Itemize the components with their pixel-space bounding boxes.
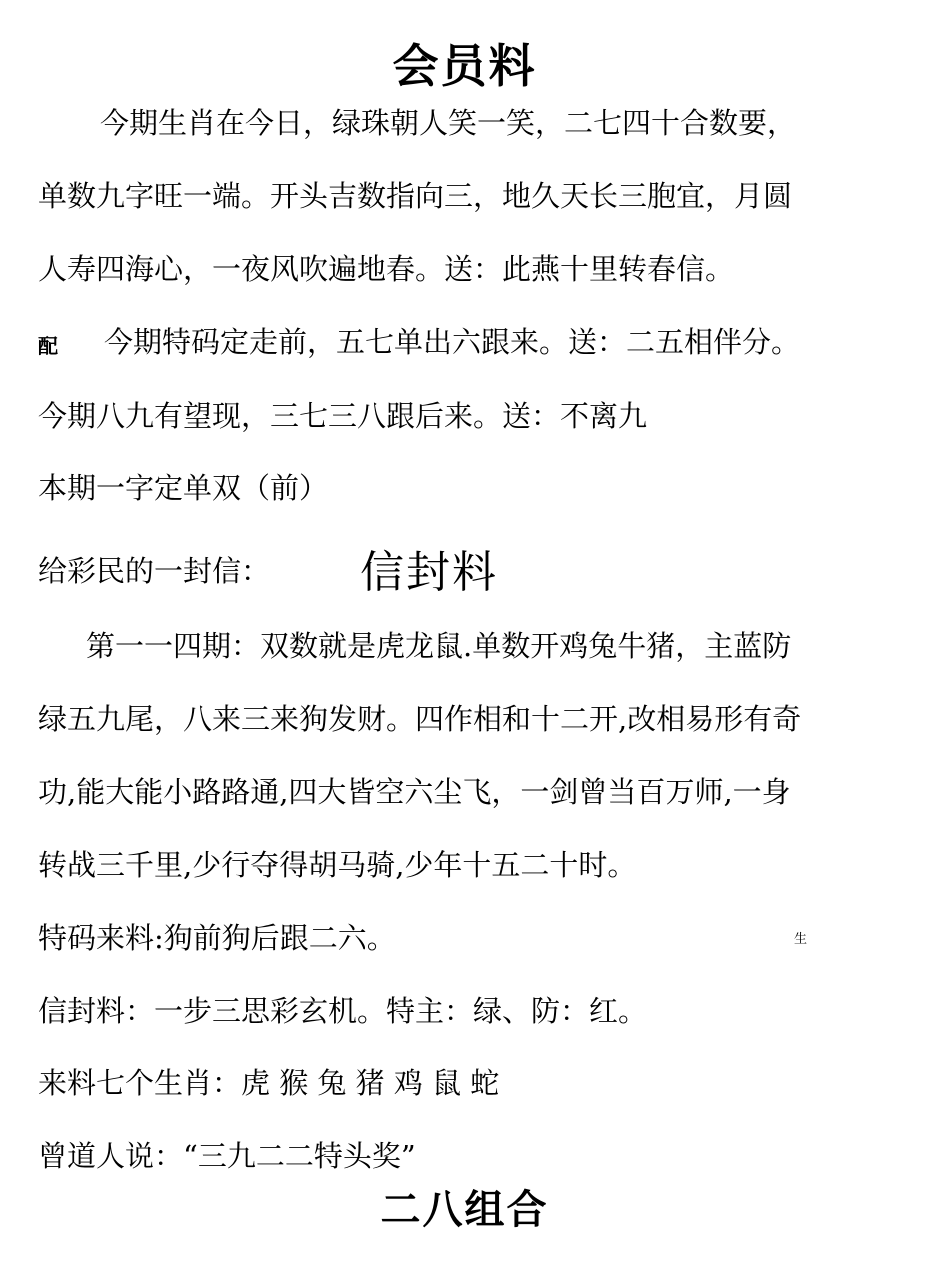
letter-line-1: 第一一四期：双数就是虎龙鼠.单数开鸡兔牛猪，主蓝防	[86, 629, 792, 663]
page-title: 会员料	[392, 39, 537, 93]
zeng-line: 曾道人说：“三九二二特头奖”	[38, 1139, 416, 1173]
line-89: 今期八九有望现，三七三八跟后来。送：不离九	[38, 399, 648, 433]
line-single-double: 本期一字定单双（前）	[38, 471, 329, 505]
letter-line-2: 绿五九尾，八来三来狗发财。四作相和十二开,改相易形有奇	[38, 702, 802, 736]
letter-lead: 给彩民的一封信：	[38, 554, 271, 588]
special-code-line: 特码来料:狗前狗后跟二六。	[38, 921, 396, 955]
pair-prefix: 配	[38, 334, 58, 358]
letter-heading: 信封料	[360, 547, 498, 598]
letter-line-4: 转战三千里,少行夺得胡马骑,少年十五二十时。	[38, 848, 637, 882]
envelope-line: 信封料：一步三思彩玄机。特主：绿、防：红。	[38, 994, 648, 1028]
member-text-line-1: 今期生肖在今日，绿珠朝人笑一笑，二七四十合数要，	[100, 106, 797, 140]
member-text-line-3: 人寿四海心，一夜风吹遍地春。送：此燕十里转春信。	[38, 252, 735, 286]
letter-line-3: 功,能大能小路路通,四大皆空六尘飞，一剑曾当百万师,一身	[38, 775, 791, 809]
seven-zodiacs-line: 来料七个生肖：虎 猴 兔 猪 鸡 鼠 蛇	[38, 1066, 500, 1100]
pair-line: 今期特码定走前，五七单出六跟来。送：二五相伴分。	[104, 325, 801, 359]
stray-mark: 生	[794, 932, 808, 947]
bottom-title: 二八组合	[380, 1186, 549, 1233]
member-text-line-2: 单数九字旺一端。开头吉数指向三，地久天长三胞宜，月圆	[38, 179, 793, 213]
